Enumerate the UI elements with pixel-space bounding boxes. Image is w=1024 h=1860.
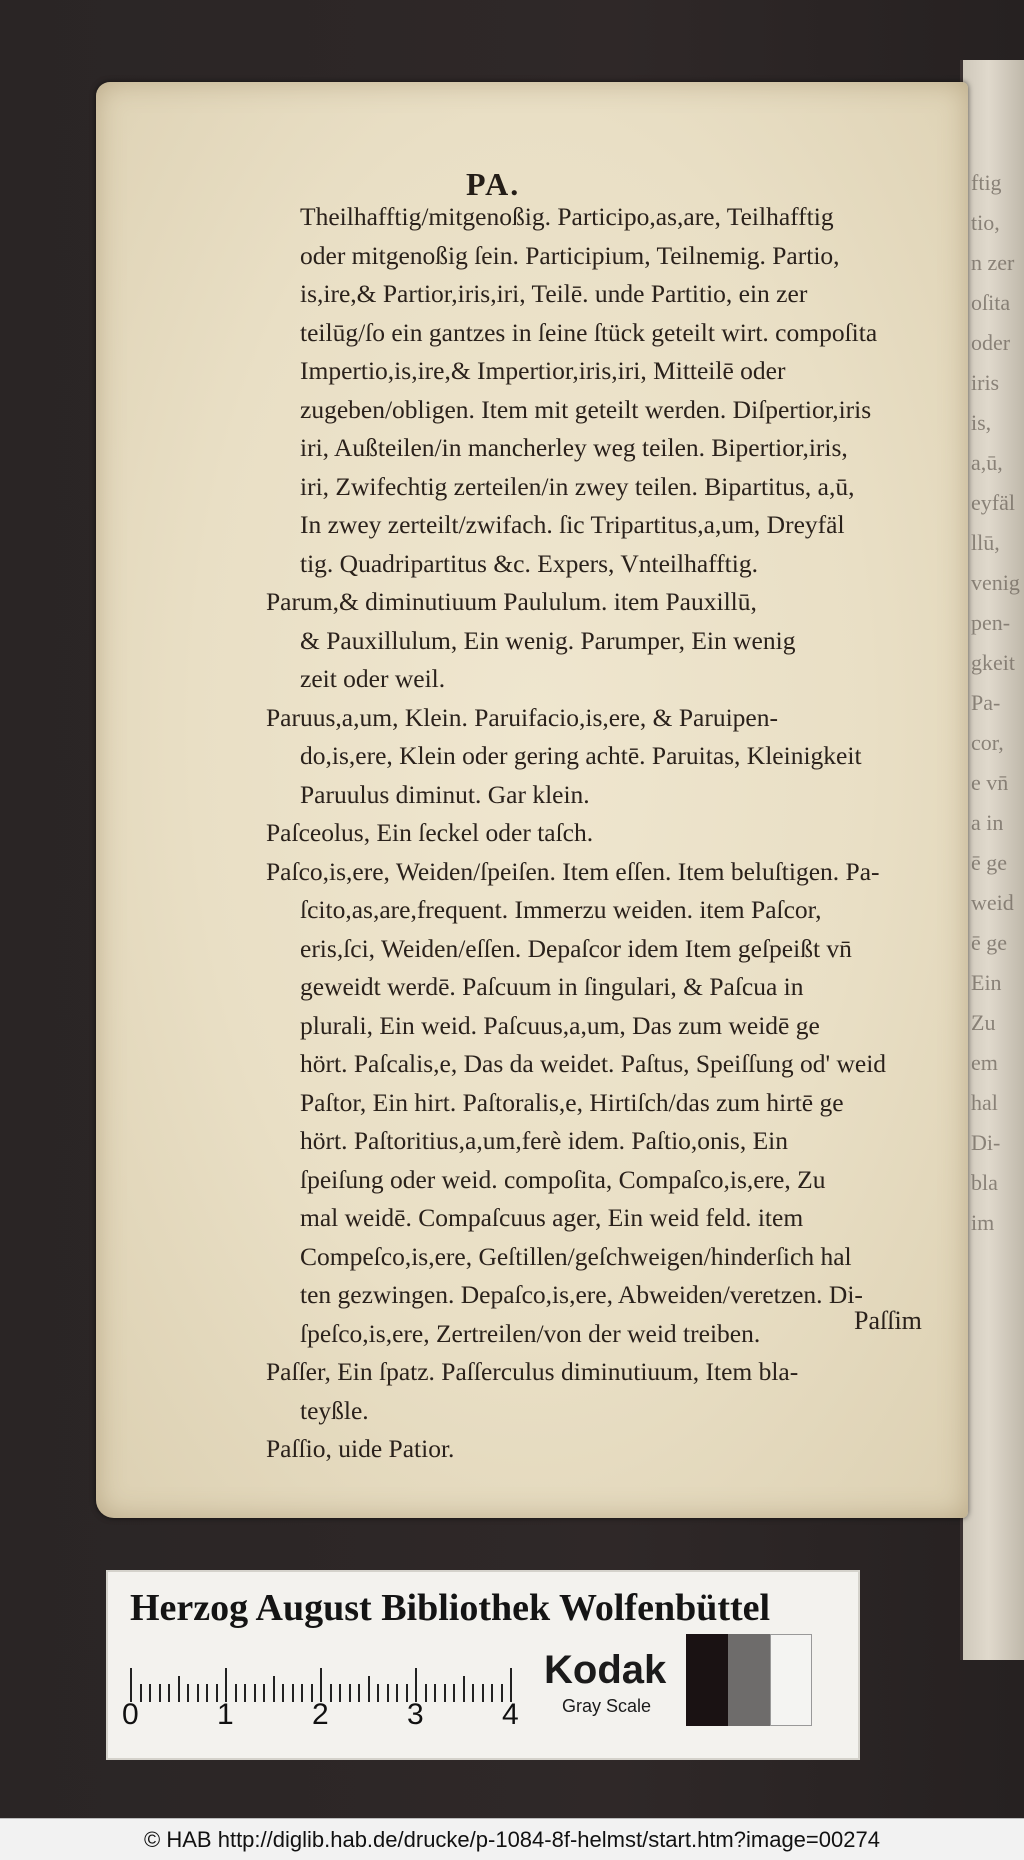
text-line: Theilhafftig/mitgenoßig. Participo,as,are, Teilhafftig — [300, 202, 834, 231]
text-line: Compeſco,is,ere, Geſtillen/geſchweigen/hinderſich hal — [300, 1241, 852, 1271]
ruler-tick — [349, 1684, 351, 1702]
ruler-tick — [282, 1684, 284, 1702]
text-line: eris,ſci, Weiden/eſſen. Depaſcor idem Item geſpeißt vn̄ — [300, 933, 852, 963]
text-line: hört. Paſtoritius,a,um,ferè idem. Paſtio,onis, Ein — [300, 1126, 788, 1155]
text-line: Paſco,is,ere, Weiden/ſpeiſen. Item eſſen. Item beluſtigen. Pa- — [266, 856, 880, 886]
next-page-fragment: im — [971, 1210, 995, 1235]
next-page-fragment: oſita — [971, 290, 1011, 315]
ruler-tick — [463, 1676, 465, 1702]
text-line: geweidt werdē. Paſcuum in ſingulari, & Paſcua in — [300, 972, 804, 1001]
ruler-tick — [149, 1684, 151, 1702]
text-line: zeit oder weil. — [300, 664, 446, 693]
ruler-tick — [387, 1684, 389, 1702]
ruler-tick — [292, 1684, 294, 1702]
ruler-tick — [472, 1684, 474, 1702]
ruler-tick — [425, 1684, 427, 1702]
next-page-fragment: gkeit — [971, 650, 1015, 675]
next-page-edge — [960, 60, 1024, 1660]
text-line: & Pauxillulum, Ein wenig. Parumper, Ein wenig — [300, 625, 796, 655]
ruler-tick — [320, 1668, 322, 1702]
next-page-fragment: llū, — [971, 530, 1000, 555]
ruler-tick — [197, 1684, 199, 1702]
next-page-fragment: tio, — [971, 210, 1000, 235]
next-page-fragment: hal — [971, 1090, 998, 1115]
swatch-black — [686, 1634, 728, 1726]
text-line: oder mitgenoßig ſein. Participium, Teilnemig. Partio, — [300, 240, 840, 270]
next-page-fragment: em — [971, 1050, 998, 1075]
ruler-tick — [225, 1668, 227, 1702]
next-page-fragment: venig — [971, 570, 1020, 595]
next-page-fragment: is, — [971, 410, 992, 435]
ruler-tick — [301, 1684, 303, 1702]
ruler-tick — [358, 1684, 360, 1702]
text-line: In zwey zerteilt/zwifach. ſic Tripartitus,a,um, Dreyfäl — [300, 510, 845, 539]
ruler-tick — [453, 1684, 455, 1702]
text-line: ſcito,as,are,frequent. Immerzu weiden. item Paſcor, — [300, 895, 822, 924]
ruler-tick — [168, 1684, 170, 1702]
ruler-number: 3 — [407, 1698, 424, 1731]
text-line: Parum,& diminutiuum Paululum. item Pauxillū, — [266, 587, 757, 616]
next-page-fragment: a in — [971, 810, 1004, 835]
next-page-fragment: Pa- — [971, 690, 1001, 715]
next-page-fragment: a,ū, — [971, 450, 1003, 475]
text-line: mal weidē. Compaſcuus ager, Ein weid feld. item — [300, 1203, 804, 1232]
next-page-fragment: ftig — [971, 170, 1002, 195]
ruler-tick — [330, 1684, 332, 1702]
text-line: teyßle. — [300, 1395, 369, 1425]
next-page-fragment: Di- — [971, 1130, 1001, 1155]
text-line: do,is,ere, Klein oder gering achtē. Paruitas, Kleinigkeit — [300, 741, 862, 770]
kodak-logo: Kodak — [544, 1648, 667, 1692]
next-page-fragment: ē ge — [971, 930, 1008, 955]
ruler-tick — [491, 1684, 493, 1702]
next-page-fragment: iris — [971, 370, 1000, 395]
ruler-tick — [434, 1684, 436, 1702]
book-page — [96, 82, 968, 1518]
running-head: PA. — [466, 166, 521, 202]
ruler-tick — [140, 1684, 142, 1702]
ruler-tick — [482, 1684, 484, 1702]
ruler-tick — [273, 1676, 275, 1702]
copyright-footer: © HAB http://diglib.hab.de/drucke/p-1084-8f-helmst/start.htm?image=00274 — [0, 1818, 1024, 1860]
next-page-fragment: e vn̄ — [971, 770, 1009, 795]
next-page-fragment: Zu — [971, 1010, 996, 1035]
ruler-tick — [206, 1684, 208, 1702]
ruler-tick — [510, 1668, 512, 1702]
text-line: ſpeiſung oder weid. compoſita, Compaſco,is,ere, Zu — [300, 1164, 826, 1194]
next-page-fragment: bla — [971, 1170, 998, 1195]
gray-scale-label: Gray Scale — [562, 1696, 652, 1716]
text-line: hört. Paſcalis,e, Das da weidet. Paſtus, Speiſſung od' weid — [300, 1049, 887, 1078]
text-line: iri, Zwifechtig zerteilen/in zwey teilen. Bipartitus, a,ū, — [300, 471, 855, 501]
ruler-tick — [368, 1676, 370, 1702]
ruler-number: 0 — [122, 1698, 139, 1731]
ruler-number: 4 — [502, 1698, 519, 1731]
ruler-tick — [235, 1684, 237, 1702]
ruler-tick — [339, 1684, 341, 1702]
text-line: Paſtor, Ein hirt. Paſtoralis,e, Hirtiſch/das zum hirtē ge — [300, 1087, 844, 1117]
text-line: ſpeſco,is,ere, Zertreilen/von der weid treiben. — [300, 1318, 761, 1348]
text-line: is,ire,& Partior,iris,iri, Teilē. unde Partitio, ein zer — [300, 279, 808, 308]
text-line: tig. Quadripartitus &c. Expers, Vnteilhafftig. — [300, 548, 758, 578]
ruler-number: 2 — [312, 1698, 329, 1731]
text-line: Paſceolus, Ein ſeckel oder taſch. — [266, 818, 594, 847]
next-page-fragment: eyfäl — [971, 490, 1015, 515]
text-line: iri, Außteilen/in mancherley weg teilen. Bipertior,iris, — [300, 433, 848, 462]
next-page-fragment: Ein — [971, 970, 1002, 995]
swatch-white — [770, 1634, 812, 1726]
ruler-tick — [187, 1684, 189, 1702]
text-line: Paſſer, Ein ſpatz. Paſſerculus diminutiuum, Item bla- — [266, 1357, 799, 1386]
text-line: zugeben/obligen. Item mit geteilt werden. Diſpertior,iris — [300, 394, 872, 424]
text-line: Paruulus diminut. Gar klein. — [300, 779, 590, 809]
ruler-tick — [377, 1684, 379, 1702]
text-line: teilūg/ſo ein gantzes in ſeine ſtück geteilt wirt. compoſita — [300, 317, 878, 347]
text-line: ten gezwingen. Depaſco,is,ere, Abweiden/veretzen. Di- — [300, 1280, 863, 1309]
next-page-fragment: n zer — [971, 250, 1015, 275]
color-calibration-card — [106, 1570, 860, 1760]
catchword: Paſſim — [854, 1306, 922, 1335]
text-line: plurali, Ein weid. Paſcuus,a,um, Das zum weidē ge — [300, 1010, 820, 1040]
next-page-fragment: cor, — [971, 730, 1004, 755]
next-page-fragment: ē ge — [971, 850, 1008, 875]
ruler-tick — [415, 1668, 417, 1702]
institution-name: Herzog August Bibliothek Wolfenbüttel — [130, 1587, 771, 1629]
next-page-fragment: pen- — [971, 610, 1011, 635]
ruler-tick — [263, 1684, 265, 1702]
text-line: Paſſio, uide Patior. — [266, 1434, 455, 1463]
ruler-tick — [444, 1684, 446, 1702]
ruler-tick — [159, 1684, 161, 1702]
text-line: Paruus,a,um, Klein. Paruifacio,is,ere, & Paruipen- — [266, 702, 778, 732]
text-line: Impertio,is,ire,& Impertior,iris,iri, Mitteilē oder — [300, 356, 786, 385]
swatch-gray — [728, 1634, 770, 1726]
ruler-tick — [244, 1684, 246, 1702]
ruler-tick — [130, 1668, 132, 1702]
next-page-fragment: weid — [971, 890, 1014, 915]
next-page-fragment: oder — [971, 330, 1011, 355]
dictionary-text — [266, 198, 946, 1469]
ruler-tick — [178, 1676, 180, 1702]
ruler-tick — [254, 1684, 256, 1702]
ruler-number: 1 — [217, 1698, 234, 1731]
ruler-tick — [396, 1684, 398, 1702]
